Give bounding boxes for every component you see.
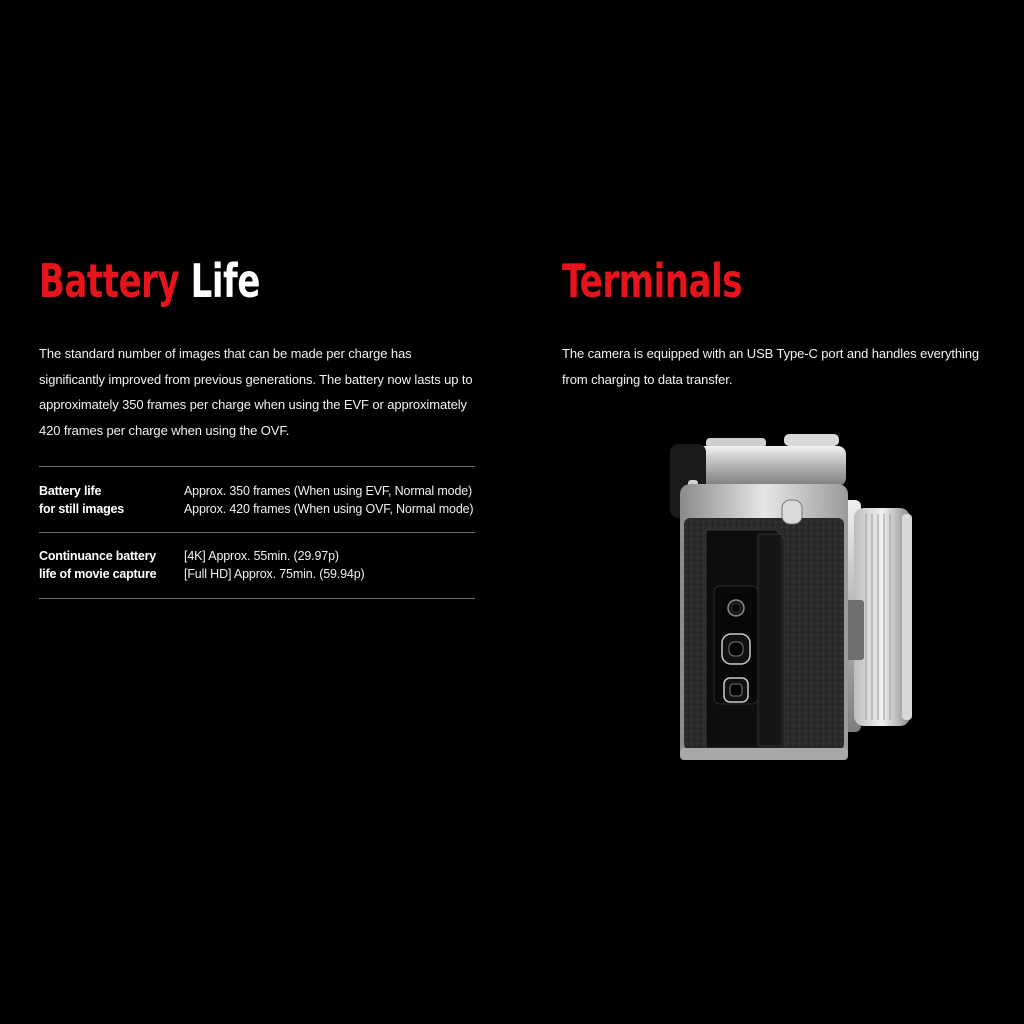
- table-row: [39, 533, 475, 599]
- spec-label-line: Continuance battery: [39, 549, 157, 563]
- table-row: [39, 467, 475, 533]
- spec-values-movie-capture: [184, 547, 475, 583]
- battery-life-heading-red: Battery: [39, 254, 180, 308]
- battery-life-section: [39, 250, 479, 443]
- terminals-heading: Terminals: [562, 254, 743, 308]
- spec-label-movie-capture: [39, 547, 184, 583]
- battery-life-heading-white: Life: [190, 254, 261, 308]
- battery-life-description: The standard number of images that can be made per charge has significantly improved from previous generations. The battery now lasts up to approximately 350 frames per charge when using the EVF or approximately 420 frames per charge when using the OVF.: [39, 346, 473, 438]
- lens-icon: [841, 500, 912, 732]
- camera-side-view-image: [666, 430, 916, 765]
- spec-label-line: life of movie capture: [39, 567, 157, 581]
- spec-label-line: for still images: [39, 502, 125, 516]
- spec-value-full-hd: [Full HD] Approx. 75min. (59.94p): [184, 567, 365, 581]
- top-plate: [696, 434, 846, 486]
- terminals-section: [562, 250, 1002, 392]
- battery-spec-table: [39, 466, 475, 599]
- spec-values-still-images: [184, 482, 475, 518]
- spec-value-evf: Approx. 350 frames (When using EVF, Normal mode): [184, 484, 473, 498]
- spec-value-4k: [4K] Approx. 55min. (29.97p): [184, 549, 339, 563]
- spec-value-ovf: Approx. 420 frames (When using OVF, Normal mode): [184, 502, 474, 516]
- spec-label-line: Battery life: [39, 484, 102, 498]
- terminals-description: The camera is equipped with an USB Type-C port and handles everything from charging to data transfer.: [562, 346, 980, 387]
- spec-label-still-images: [39, 482, 184, 518]
- battery-life-heading: [39, 250, 400, 312]
